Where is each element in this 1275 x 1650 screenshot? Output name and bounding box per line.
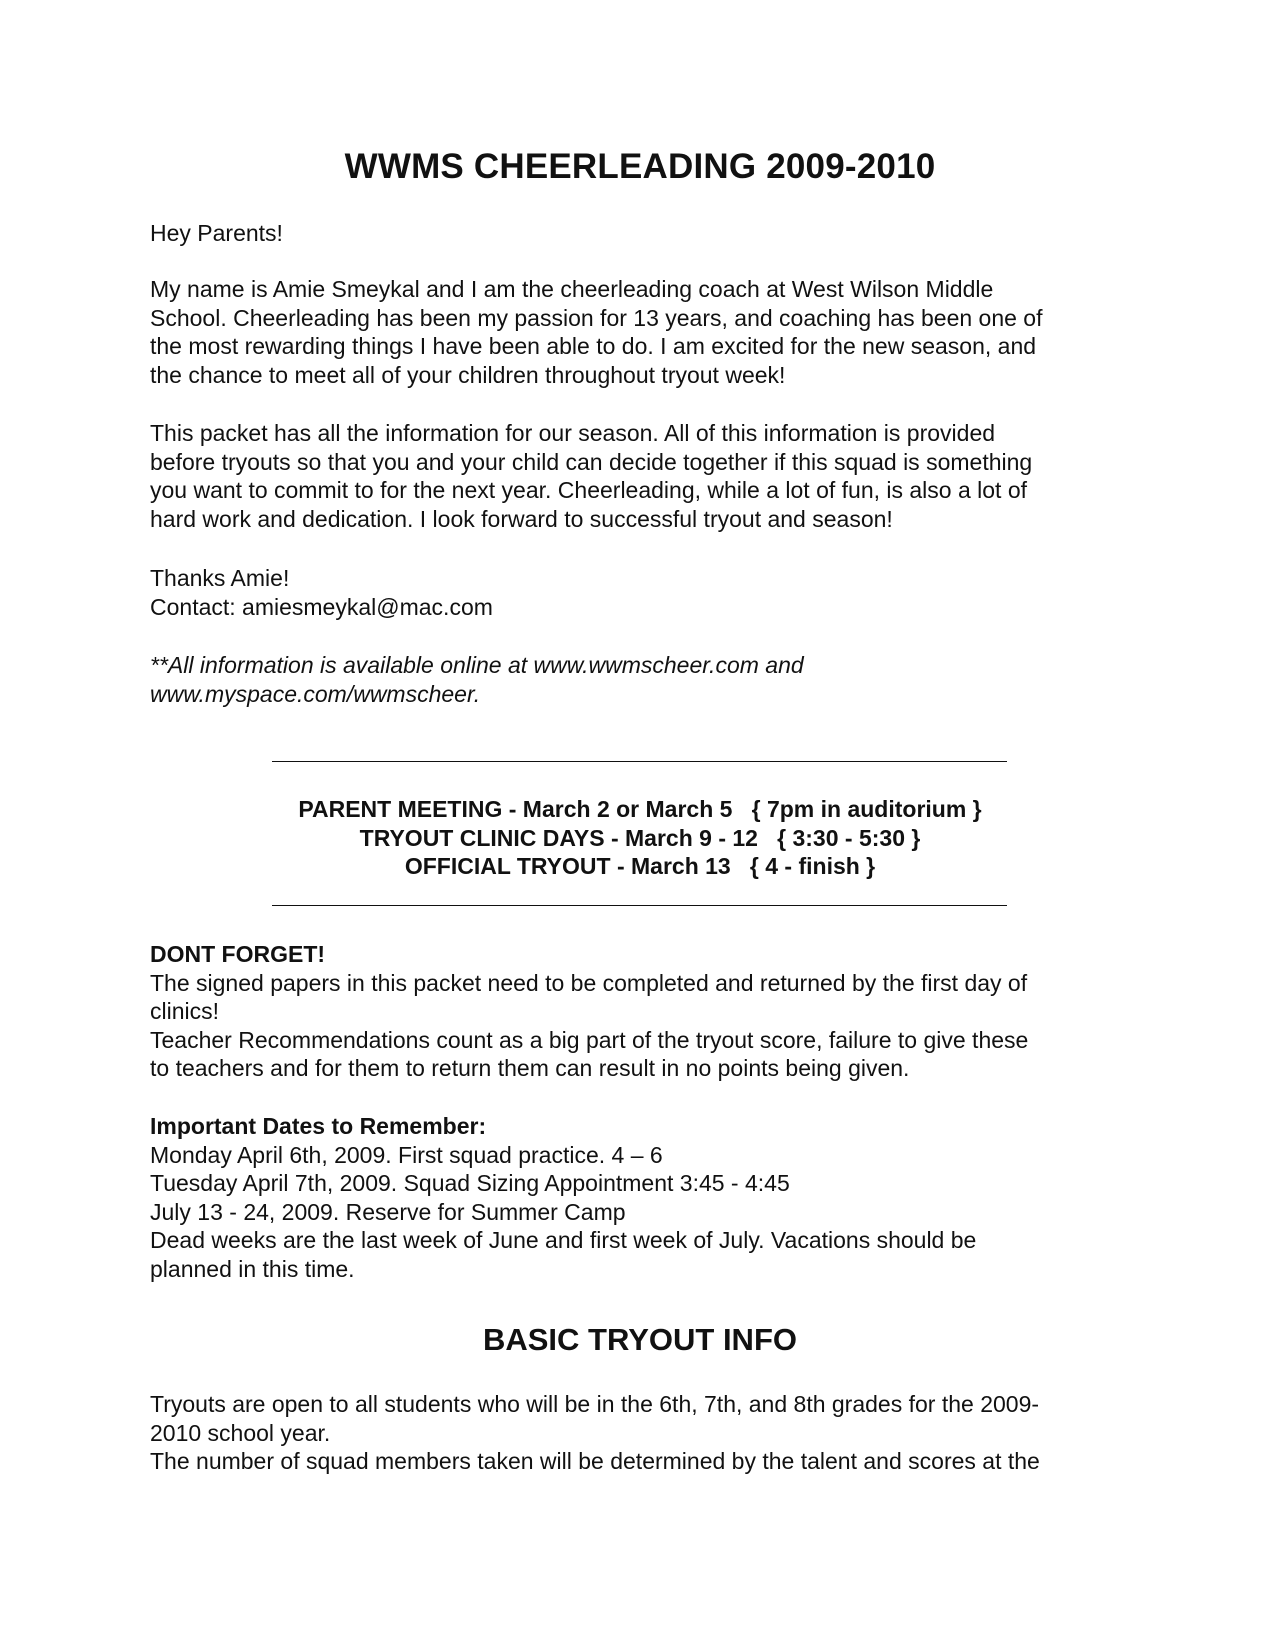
divider-bottom: [272, 905, 1007, 906]
packet-line: you want to commit to for the next year. Cheerleading, while a lot of fun, is also a lot of: [150, 477, 1028, 503]
intro-line: the chance to meet all of your children throughout tryout week!: [150, 361, 786, 388]
intro-line: the most rewarding things I have been able to do. I am excited for the new season, and: [150, 333, 1037, 359]
intro-paragraph: [150, 275, 1130, 389]
dont-forget-line: to teachers and for them to return them can result in no points being given.: [150, 1055, 910, 1081]
greeting-text: Hey Parents!: [150, 220, 283, 246]
important-dates-heading: Important Dates to Remember:: [150, 1113, 487, 1139]
tryout-line: 2010 school year.: [150, 1419, 331, 1446]
meeting-line: OFFICIAL TRYOUT - March 13 { 4 - finish }: [404, 853, 876, 879]
packet-paragraph: [150, 419, 1130, 533]
tryout-info-section: [150, 1390, 1130, 1476]
divider-top: [272, 761, 1007, 762]
dont-forget-heading: DONT FORGET!: [150, 941, 326, 967]
packet-line: before tryouts so that you and your child can decide together if this squad is something: [150, 448, 1033, 475]
signoff-text: Thanks Amie!: [150, 565, 290, 591]
meeting-line: TRYOUT CLINIC DAYS - March 9 - 12 { 3:30 - 5:30 }: [359, 824, 921, 851]
packet-line: This packet has all the information for our season. All of this information is provided: [150, 420, 996, 446]
date-line: planned in this time.: [150, 1255, 355, 1282]
tryout-line: Tryouts are open to all students who will be in the 6th, 7th, and 8th grades for the 2009-: [150, 1391, 1040, 1417]
date-line: Dead weeks are the last week of June and first week of July. Vacations should be: [150, 1227, 977, 1253]
dont-forget-line: Teacher Recommendations count as a big part of the tryout score, failure to give these: [150, 1026, 1029, 1053]
intro-line: My name is Amie Smeykal and I am the cheerleading coach at West Wilson Middle: [150, 276, 994, 302]
online-line: **All information is available online at www.wwmscheer.com and: [150, 652, 804, 678]
greeting: [150, 219, 1130, 248]
document-title: WWMS CHEERLEADING 2009-2010: [344, 147, 936, 186]
date-line: Monday April 6th, 2009. First squad practice. 4 – 6: [150, 1141, 663, 1168]
important-dates-section: [150, 1112, 1130, 1283]
contact-email: Contact: amiesmeykal@mac.com: [150, 593, 493, 620]
meeting-line: PARENT MEETING - March 2 or March 5 { 7pm in auditorium }: [298, 796, 982, 822]
online-info: [150, 651, 1130, 708]
date-line: July 13 - 24, 2009. Reserve for Summer Camp: [150, 1198, 626, 1225]
tryout-line: The number of squad members taken will be determined by the talent and scores at the: [150, 1448, 1040, 1474]
packet-line: hard work and dedication. I look forward to successful tryout and season!: [150, 505, 893, 532]
dont-forget-line: The signed papers in this packet need to be completed and returned by the first day of: [150, 969, 1028, 996]
tryout-info-heading: BASIC TRYOUT INFO: [482, 1322, 797, 1357]
dont-forget-line: clinics!: [150, 998, 220, 1024]
meeting-schedule: [150, 795, 1130, 881]
intro-line: School. Cheerleading has been my passion for 13 years, and coaching has been one of: [150, 304, 1043, 331]
dont-forget-section: [150, 940, 1130, 1083]
signoff-block: [150, 564, 1130, 621]
online-line: www.myspace.com/wwmscheer.: [150, 680, 481, 707]
date-line: Tuesday April 7th, 2009. Squad Sizing Appointment 3:45 - 4:45: [150, 1170, 790, 1196]
